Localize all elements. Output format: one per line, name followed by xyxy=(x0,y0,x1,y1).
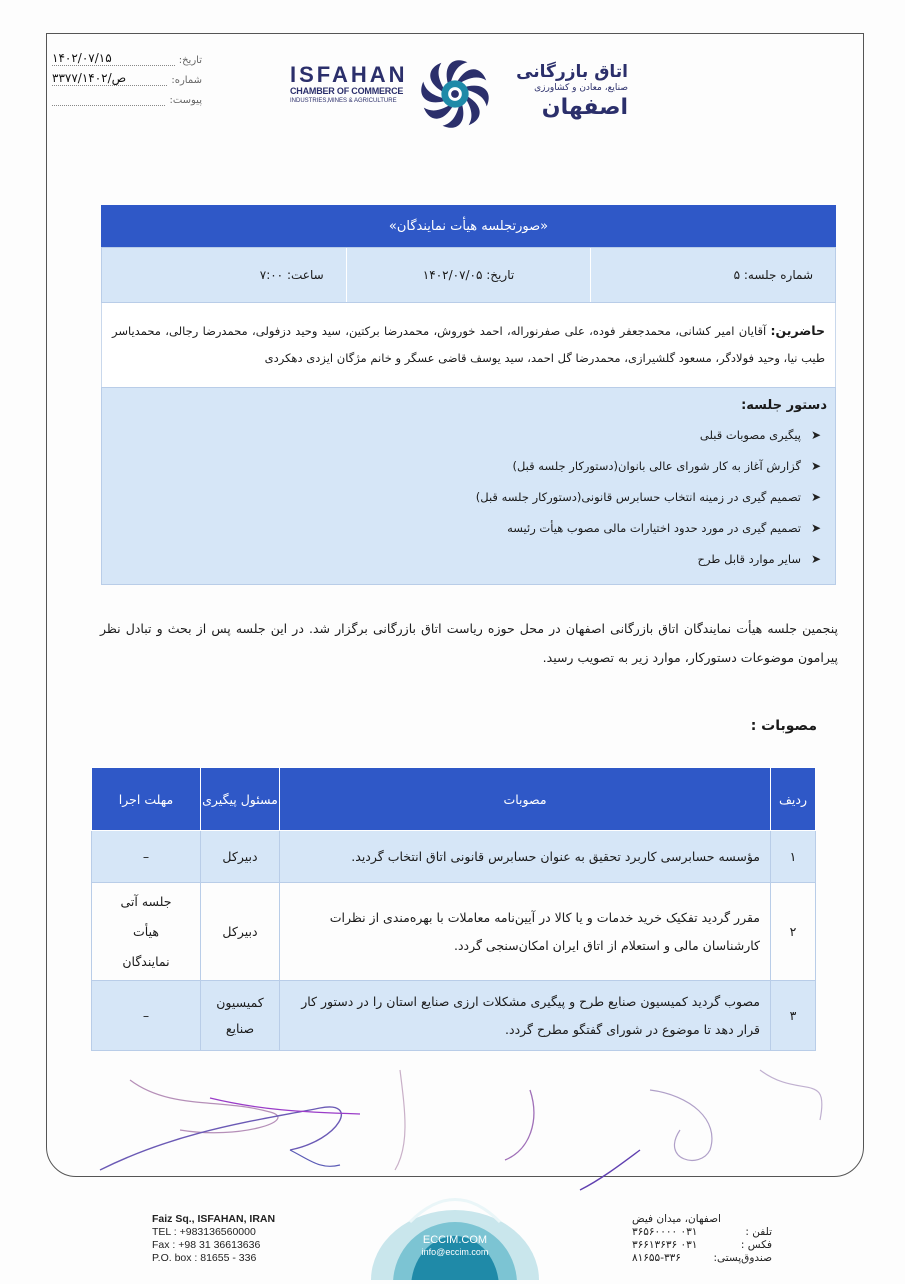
agenda-item-text: پیگیری مصوبات قبلی xyxy=(699,427,801,442)
number-label: شماره: xyxy=(171,75,202,86)
row-deadline: – xyxy=(92,981,201,1051)
letter-meta xyxy=(52,46,202,106)
footer-fa-pobox-label: صندوق‌پستی: xyxy=(713,1252,772,1264)
row-resolution: مقرر گردید تفکیک خرید خدمات و یا کالا در آیین‌نامه معاملات با بهره‌مندی از نظرات کارشناسان مالی و استعلام از اتاق ایران امکان‌سنجی گردد. xyxy=(280,883,771,981)
row-number: ۱ xyxy=(771,831,816,883)
logo-english xyxy=(290,64,412,106)
agenda-list xyxy=(102,419,821,574)
attendees-label: حاضرین: xyxy=(770,323,825,338)
col-row-header: ردیف xyxy=(771,768,816,831)
arrow-bullet-icon: ➤ xyxy=(810,520,821,535)
agenda-title: دستور جلسه: xyxy=(741,398,827,413)
session-title: «صورتجلسه هیأت نمایندگان» xyxy=(101,205,836,247)
footer-en-tel: TEL : +983136560000 xyxy=(152,1226,256,1238)
agenda-item-text: گزارش آغاز به کار شورای عالی بانوان(دستورکار جلسه قبل) xyxy=(512,458,801,473)
logo-fa-title: اتاق بازرگانی xyxy=(516,62,628,82)
footer-fa-address: اصفهان، میدان فیض xyxy=(632,1213,721,1225)
attendees-list: آقایان امیر کشانی، محمدجعفر فوده، علی صفرنوراله، احمد خوروش، محمدرضا برکتین، سید وحید دزفولی، محمدرضا رجالی، محمدیاسر طیب نیا، وحید فولادگر، مسعود گلشیرازی، محمدرضا گل احمد، سید یوسف قاضی عسگر و خانم مژگان ایزدی دهکردی xyxy=(112,324,825,365)
row-number: ۲ xyxy=(771,883,816,981)
logo-en-subtitle: CHAMBER OF COMMERCE xyxy=(290,86,404,96)
footer-en-pobox: P.O. box : 81655 - 336 xyxy=(152,1252,257,1264)
session-info-row xyxy=(101,247,836,303)
chamber-logo-icon xyxy=(416,55,494,133)
footer-center-emblem xyxy=(370,1152,540,1280)
agenda-item xyxy=(102,450,821,481)
row-responsible: دبیرکل xyxy=(201,883,280,981)
footer-fa-tel-label: تلفن : xyxy=(745,1226,772,1238)
footer-fa-pobox: ۸۱۶۵۵-۳۳۶ xyxy=(632,1252,681,1264)
table-row xyxy=(92,831,816,883)
footer-en-fax: Fax : +98 31 36613636 xyxy=(152,1239,261,1251)
resolutions-table xyxy=(91,767,816,1051)
agenda-item xyxy=(102,419,821,450)
number-row xyxy=(52,66,202,86)
logo-en-title: ISFAHAN xyxy=(290,62,408,87)
logo-fa-subtitle: صنایع، معادن و کشاورزی xyxy=(534,83,628,93)
intro-paragraph: پنجمین جلسه هیأت نمایندگان اتاق بازرگانی اصفهان در محل حوزه ریاست اتاق بازرگانی برگزار شد. در این جلسه پس از بحث و تبادل نظر پیرامون موضوعات دستورکار، موارد زیر به تصویب رسید. xyxy=(100,621,838,665)
arrow-bullet-icon: ➤ xyxy=(810,458,821,473)
row-deadline: – xyxy=(92,831,201,883)
session-number: شماره جلسه: ۵ xyxy=(590,248,835,302)
table-row xyxy=(92,981,816,1051)
row-responsible: کمیسیون صنایع xyxy=(201,981,280,1051)
agenda-item-text: سایر موارد قابل طرح xyxy=(697,551,801,566)
footer-fa-tel: ۰۳۱ ۳۶۵۶۰۰۰۰ xyxy=(632,1226,698,1238)
arrow-bullet-icon: ➤ xyxy=(810,427,821,442)
row-deadline: جلسه آتی هیأت نمایندگان xyxy=(92,883,201,981)
session-time: ساعت: ۷:۰۰ xyxy=(259,268,324,282)
col-resolution-header: مصوبات xyxy=(280,768,771,831)
footer-web[interactable]: ECCIM.COM xyxy=(422,1234,488,1246)
resolutions-heading: مصوبات : xyxy=(750,718,817,734)
footer-fa-fax-label: فکس : xyxy=(740,1239,772,1251)
agenda xyxy=(101,387,836,585)
footer-english xyxy=(152,1213,292,1265)
attachment-label: پیوست: xyxy=(169,95,202,106)
footer-en-address: Faiz Sq., ISFAHAN, IRAN xyxy=(152,1213,276,1225)
logo-persian xyxy=(498,62,628,121)
date-row xyxy=(52,46,202,66)
agenda-item xyxy=(102,481,821,512)
col-responsible-header: مسئول پیگیری xyxy=(201,768,280,831)
agenda-item xyxy=(102,543,821,574)
footer-email[interactable]: info@eccim.com xyxy=(421,1247,489,1257)
row-responsible: دبیرکل xyxy=(201,831,280,883)
agenda-item-text: تصمیم گیری در زمینه انتخاب حسابرس قانونی(دستورکار جلسه قبل) xyxy=(475,489,801,504)
agenda-item-text: تصمیم گیری در مورد حدود اختیارات مالی مصوب هیأت رئیسه xyxy=(507,520,801,535)
date-label: تاریخ: xyxy=(178,55,202,66)
row-resolution: مؤسسه حسابرسی کاربرد تحقیق به عنوان حسابرس قانونی اتاق انتخاب گردید. xyxy=(280,831,771,883)
logo-en-tagline: INDUSTRIES,MINES & AGRICULTURE xyxy=(290,98,397,104)
number-value: ۳۳۷۷/ص/۱۴۰۲ xyxy=(52,71,127,85)
row-resolution: مصوب گردید کمیسیون صنایع طرح و پیگیری مشکلات ارزی صنایع استان را در دستور کار قرار دهد تا موضوع در شورای گفتگو مطرح گردد. xyxy=(280,981,771,1051)
session-date: تاریخ: ۱۴۰۲/۰۷/۰۵ xyxy=(346,248,591,302)
footer-fa-fax: ۰۳۱ ۳۶۶۱۳۶۳۶ xyxy=(632,1239,698,1251)
table-row xyxy=(92,883,816,981)
col-deadline-header: مهلت اجرا xyxy=(92,768,201,831)
session-block xyxy=(101,205,836,585)
agenda-item xyxy=(102,512,821,543)
table-header-row xyxy=(92,768,816,831)
footer-persian xyxy=(632,1213,772,1265)
attendees xyxy=(101,303,836,387)
arrow-bullet-icon: ➤ xyxy=(810,489,821,504)
logo-fa-city: اصفهان xyxy=(541,95,628,120)
date-value: ۱۴۰۲/۰۷/۱۵ xyxy=(52,51,112,65)
footer-emblem-icon xyxy=(370,1152,540,1280)
row-number: ۳ xyxy=(771,981,816,1051)
attachment-row xyxy=(52,86,202,106)
arrow-bullet-icon: ➤ xyxy=(810,551,821,566)
